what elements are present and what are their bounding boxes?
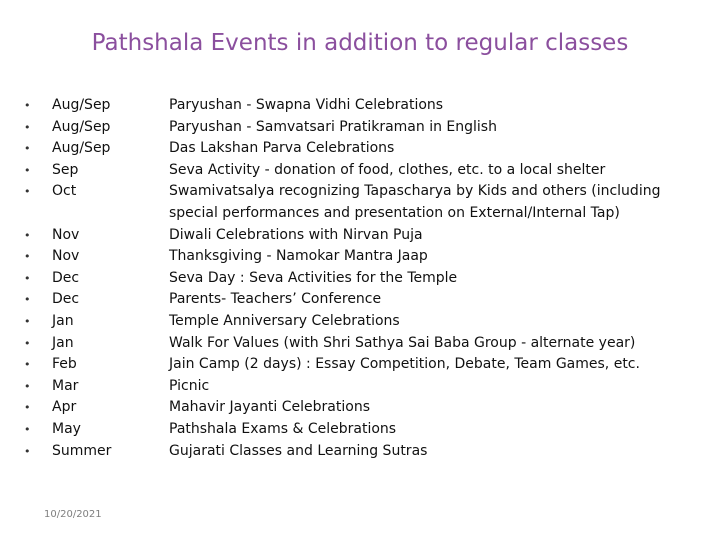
month-item: • Apr — [24, 397, 154, 419]
bullet-icon: • — [24, 379, 31, 393]
event-item: Parents- Teachers’ Conference — [169, 291, 382, 308]
event-item: Das Lakshan Parva Celebrations — [169, 140, 395, 157]
bullet-icon: • — [24, 142, 31, 156]
event-item: Swamivatsalya recognizing Tapascharya by Kids and others (including special performances and presentation on External/Internal Tap) — [169, 183, 661, 221]
group-spacer — [24, 203, 154, 225]
bullet-icon: • — [24, 120, 31, 134]
bullet-icon: • — [24, 271, 31, 285]
bullet-icon: • — [24, 358, 31, 372]
bullet-icon: • — [24, 314, 31, 328]
event-item: Temple Anniversary Celebrations — [169, 312, 400, 329]
month-item: • Aug/Sep — [24, 138, 154, 160]
month-item: • Dec — [24, 289, 154, 311]
month-item: • Mar — [24, 376, 154, 398]
event-column — [169, 95, 709, 462]
month-item: • Nov — [24, 246, 154, 268]
month-column — [24, 95, 154, 462]
event-item: Seva Day : Seva Activities for the Temple — [169, 269, 458, 286]
bullet-icon: • — [24, 444, 31, 458]
month-item: • Aug/Sep — [24, 95, 154, 117]
footer-date: 10/20/2021 — [44, 509, 102, 520]
bullet-icon: • — [24, 228, 31, 242]
month-item: • May — [24, 419, 154, 441]
month-item: • Oct — [24, 181, 154, 203]
month-item: • Jan — [24, 311, 154, 333]
event-item: Gujarati Classes and Learning Sutras — [169, 442, 428, 459]
month-item: • Feb — [24, 354, 154, 376]
event-item: Pathshala Exams & Celebrations — [169, 420, 397, 437]
bullet-icon: • — [24, 185, 31, 199]
event-item: Walk For Values (with Shri Sathya Sai Baba Group - alternate year) — [169, 334, 636, 351]
bullet-icon: • — [24, 422, 31, 436]
month-item: • Summer — [24, 441, 154, 463]
bullet-icon: • — [24, 250, 31, 264]
event-item: Thanksgiving - Namokar Mantra Jaap — [169, 248, 428, 265]
month-item: • Dec — [24, 268, 154, 290]
event-item: Paryushan - Swapna Vidhi Celebrations — [169, 97, 444, 113]
slide-title: Pathshala Events in addition to regular classes — [91, 30, 629, 56]
month-item: • Sep — [24, 160, 154, 182]
event-item: Picnic — [169, 377, 210, 394]
bullet-icon: • — [24, 99, 31, 112]
bullet-icon: • — [24, 336, 31, 350]
event-item: Seva Activity - donation of food, clothes, etc. to a local shelter — [169, 161, 606, 178]
event-item: Paryushan - Samvatsari Pratikraman in English — [169, 118, 497, 135]
month-item: • Aug/Sep — [24, 117, 154, 139]
month-item: • Jan — [24, 333, 154, 355]
bullet-icon: • — [24, 401, 31, 415]
month-item: • Nov — [24, 225, 154, 247]
event-item: Diwali Celebrations with Nirvan Puja — [169, 226, 423, 243]
event-item: Mahavir Jayanti Celebrations — [169, 399, 370, 416]
event-item: Jain Camp (2 days) : Essay Competition, Debate, Team Games, etc. — [169, 356, 640, 373]
bullet-icon: • — [24, 293, 31, 307]
bullet-icon: • — [24, 163, 31, 177]
